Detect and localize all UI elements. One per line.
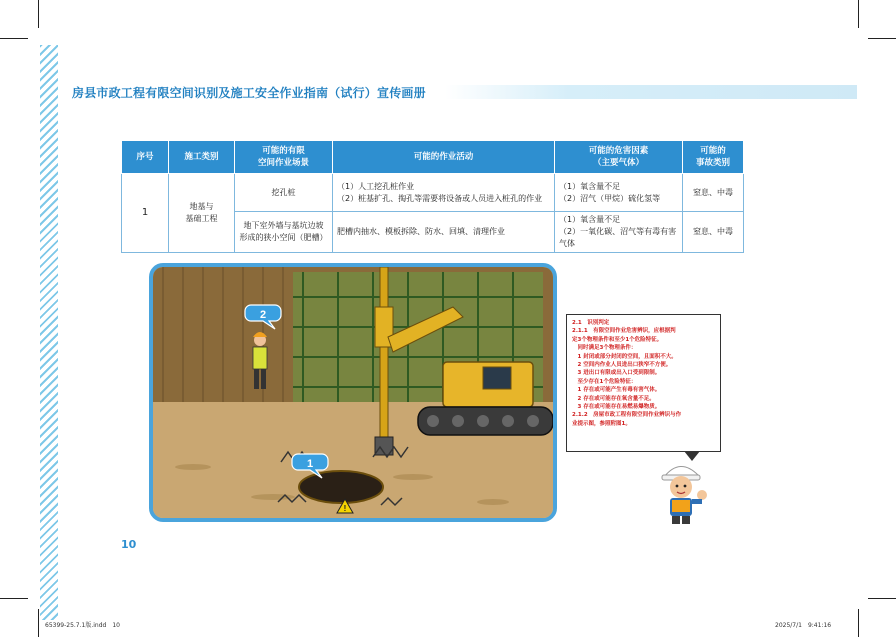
note-line: 2.1.2 房屋市政工程有限空间作业辨识与作 — [572, 412, 682, 419]
header-cell: 可能的 事故类别 — [683, 141, 744, 174]
note-line: 3 进出口有限或出入口受到限制。 — [572, 370, 661, 377]
definition-note-box — [566, 314, 721, 452]
crop-mark — [868, 598, 896, 599]
note-line: 3 存在或可能存在易燃易爆物质。 — [572, 404, 661, 411]
note-line: 2.1 识别判定 — [572, 320, 610, 326]
risk-table — [121, 140, 744, 253]
note-line: 1 封闭或部分封闭的空间，且面积不大。 — [572, 353, 677, 360]
drill-mast — [380, 267, 388, 437]
crop-mark — [0, 38, 28, 39]
crop-mark — [858, 0, 859, 28]
pile-pit — [299, 471, 383, 503]
row-number-cell: 1 — [122, 174, 169, 253]
note-line: 2 存在或可能存在氧含量不足。 — [572, 395, 655, 402]
construction-scene-svg — [153, 267, 553, 518]
accident-cell: 窒息、中毒 — [683, 174, 744, 212]
hazard-cell: （1）氧含量不足 （2）沼气（甲烷）硫化氢等 — [555, 174, 683, 212]
note-line: 2 空间内作业人员进出口狭窄不方便。 — [572, 362, 672, 369]
construction-site-illustration — [149, 263, 557, 522]
svg-text:2: 2 — [259, 309, 267, 321]
accident-cell: 窒息、中毒 — [683, 212, 744, 253]
note-line: 定3个物理条件和至少1个危险特征。 — [572, 336, 663, 343]
decorative-stripe-band — [40, 45, 58, 620]
header-cell: 施工类别 — [169, 141, 235, 174]
hazard-cell: （1）氧含量不足 （2）一氧化碳、沼气等有毒有害气体 — [555, 212, 683, 253]
page-number: 10 — [121, 538, 137, 551]
header-band — [445, 85, 857, 99]
note-line: 1 存在或可能产生有毒有害气体。 — [572, 387, 661, 394]
note-line: 业提示图，参照附图1。 — [572, 420, 631, 427]
header-cell: 序号 — [122, 141, 169, 174]
crop-mark — [0, 598, 28, 599]
category-cell: 地基与 基础工程 — [169, 174, 235, 253]
header-cell: 可能的有限 空间作业场景 — [235, 141, 333, 174]
crop-mark — [868, 38, 896, 39]
crop-mark — [858, 609, 859, 637]
svg-text:!: ! — [343, 504, 347, 513]
header-cell: 可能的危害因素 （主要气体） — [555, 141, 683, 174]
header-cell: 可能的作业活动 — [333, 141, 555, 174]
footer-timestamp: 2025/7/1 9:41:16 — [775, 622, 832, 629]
safety-mascot — [650, 455, 722, 527]
activity-cell: 肥槽内抽水、模板拆除、防水、回填、清理作业 — [333, 212, 555, 253]
scene-cell: 地下室外墙与基坑边坡 形成的狭小空间（肥槽） — [235, 212, 333, 253]
svg-text:1: 1 — [306, 458, 314, 470]
note-line: 2.1.1 有限空间作业危害辨识，应根据判 — [572, 328, 676, 335]
page-title: 房县市政工程有限空间识别及施工安全作业指南（试行）宣传画册 — [72, 86, 426, 100]
note-line: 至少存在1个危险特征： — [572, 378, 637, 385]
note-line: 同时满足3个物理条件： — [572, 345, 637, 352]
activity-cell: （1）人工挖孔桩作业 （2）桩基扩孔、掏孔等需要将设备或人员进入桩孔的作业 — [333, 174, 555, 212]
table-header-row — [122, 141, 744, 174]
footer-file-info: 65399-25.7.1版.indd 10 — [45, 622, 120, 629]
table-row — [122, 174, 744, 212]
crop-mark — [38, 609, 39, 637]
scene-cell: 挖孔桩 — [235, 174, 333, 212]
crop-mark — [38, 0, 39, 28]
